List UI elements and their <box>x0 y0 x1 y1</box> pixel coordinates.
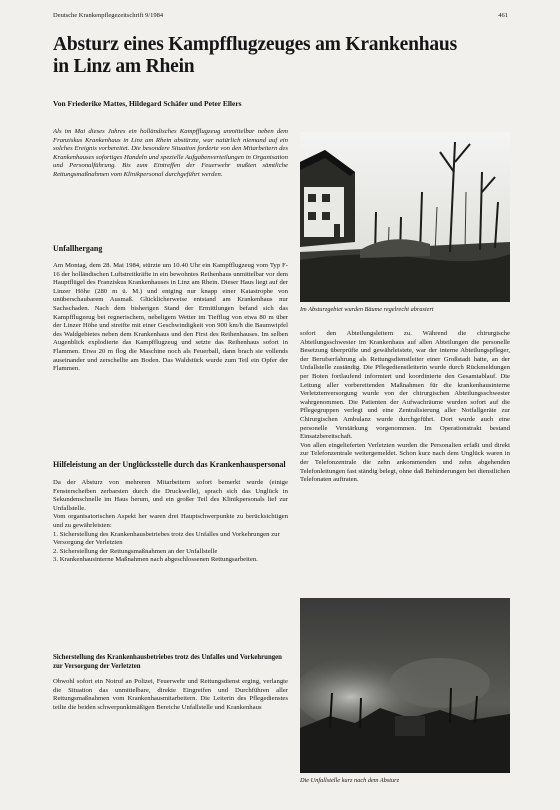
article-title <box>53 34 523 78</box>
section-body: Obwohl sofort ein Notruf an Polizei, Feuerwehr und Rettungsdienst erging, verlangte die Situation das unmittelbare, direkte Eingreifen und Durchführen aller Rettungsmaßnahmen vom Krankenhausmitarbeitern. Die Leiterin des Pflegedienstes teilte die beiden schwerpunktmäßigen Bereiche Unfallstelle und Krankenhaus <box>53 678 288 711</box>
section-heading: Unfallhergang <box>53 244 103 253</box>
paragraph: Von allen eingelieferten Verletzten wurden die Personalien erfaßt und direkt zur Telefonzentrale weitergemeldet. Schon kurz nach dem Unglück waren in der Telefonzentrale die zehn ankommenden und zehn abgehenden Telefonleitungen fast ständig belegt, ohne daß Behinderungen bei dienstlichen Telefonaten auftraten. <box>300 441 510 484</box>
running-head <box>53 12 508 22</box>
lead-paragraph: Als im Mai dieses Jahres ein holländisches Kampfflugzeug unmittelbar neben dem Franziskus Krankenhaus in Linz am Rhein abstürzte, war natürlich niemand auf ein solches Ereignis vorbereitet. Die besondere Situation forderte von den Mitarbeitern des Krankenhauses sofortiges Handeln und spezielle Aufgabenverteilungen in Organisation und Personalführung. Bis zum Eintreffen der Feuerwehr mußten sämtliche Rettungsmaßnahmen vom Klinikpersonal durchgeführt werden. <box>53 128 288 178</box>
list-item: 3. Krankenhausinterne Maßnahmen nach abgeschlossenen Rettungsarbeiten. <box>53 556 258 564</box>
page-number: 461 <box>498 12 508 19</box>
section-hilfeleistung <box>53 460 288 565</box>
figure-caption: Im Absturzgebiet wurden Bäume regelrecht abrasiert <box>300 306 434 313</box>
title-line-2: in Linz am Rhein <box>53 56 195 77</box>
right-column-text <box>300 330 510 485</box>
journal-name: Deutsche Krankenpflegezeitschrift 9/1984 <box>53 12 164 19</box>
list-item: 1. Sicherstellung des Krankenhausbetriebes trotz des Unfalles und Vorkehrungen zur Versorgung der Verletzten <box>53 530 280 547</box>
title-line-1: Absturz eines Kampfflugzeuges am Krankenhaus <box>53 34 457 55</box>
section-body: Da der Absturz von mehreren Mitarbeitern sofort bemerkt wurde (einige Fensterscheiben zerbarsten durch die Druckwelle), sprach sich das Unglück in Sekundenschnelle im Haus herum, und ein großer Teil des Klinikpersonals lief zur Unfallstelle. <box>53 479 288 512</box>
paragraph: sofort den Abteilungsleitern zu. Während die chirurgische Abteilungsschwester im Krankenhaus auf allen Abteilungen die personelle Besetzung überprüfte und gewährleistete, war der interne Abteilungspfleger, der Berufserfahrung als Rettungsdienstleiter einer Großstadt hatte, an der Unfallstelle zuständig. Die Pflegedienstleiterin wurde durch Rückmeldungen per Boten fortlaufend informiert und koordinierte den Gesamtablauf. Die Leitung aller vorbereitenden Maßnahmen für die krankenhausinterne Verletztenversorgung wurde von der chirurgischen Abteilungsschwester wahrgenommen. Die Patienten der Aufwachräume wurden sofort auf die Pflegegruppen verlegt und eine Zentralisierung aller Notfallgeräte zur Chirurgischen Ambulanz wurde durchgeführt. Dort wurde auch eine personelle Verstärkung vorgenommen. Im Operationstrakt bestand Einsatzbereitschaft. <box>300 330 510 441</box>
section-heading: Sicherstellung des Krankenhausbetriebes trotz des Unfalles und Vorkehrungen zur Versorgung der Verletzten <box>53 654 282 670</box>
list-item: 2. Sicherstellung der Rettungsmaßnahmen an der Unfallstelle <box>53 547 218 555</box>
figure-caption: Die Unfallstelle kurz nach dem Absturz <box>300 777 400 784</box>
section-sicherstellung <box>53 654 288 712</box>
section-unfallhergang <box>53 244 288 374</box>
byline: Von Friederike Mattes, Hildegard Schäfer und Peter Ellers <box>53 99 242 108</box>
priority-list <box>53 531 288 565</box>
section-body: Am Montag, dem 28. Mai 1984, stürzte um 10.40 Uhr ein Kampfflugzeug vom Typ F-16 der holländischen Luftstreitkräfte in ein bewohntes Reihenhaus unmittelbar vor dem Hauptflügel des Franziskus Krankenhauses in Linz am Rhein. Dieser Haus liegt auf der Linzer Höhe (280 m ü. M.) und entging nur knapp einer Katastrophe von unüberschaubarem Ausmaß. Glücklicherweise entstand am Krankenhaus nur Sachschaden. Nach dem bisherigen Stand der Ermittlungen befand sich das Kampfflugzeug bei regnerischem, nebeligem Wetter im Tiefflug von etwa 80 m über der Linzer Höhe und streifte mit einer Geschwindigkeit von 900 km/h die Baumwipfel des Waldgebietes neben dem Krankenhaus und den First des Reihenhauses. Im selben Augenblick explodierte das Kampfflugzeug und setzte das Reihenhaus sofort in Flammen. Etwa 20 m flog die Maschine noch als Feuerball, dann brach sie vollends auseinander und zerschellte am Boden. Das Waldstück wurde zum Teil ein Opfer der Flammen. <box>53 262 288 373</box>
photo-crash-site <box>300 598 510 773</box>
section-heading: Hilfeleistung an der Unglücksstelle durch das Krankenhauspersonal <box>53 460 286 469</box>
photo-trees <box>300 132 510 302</box>
section-body-2: Vom organisatorischen Aspekt her waren drei Hauptschwerpunkte zu berücksichtigen und zu gewährleisten: <box>53 513 288 529</box>
